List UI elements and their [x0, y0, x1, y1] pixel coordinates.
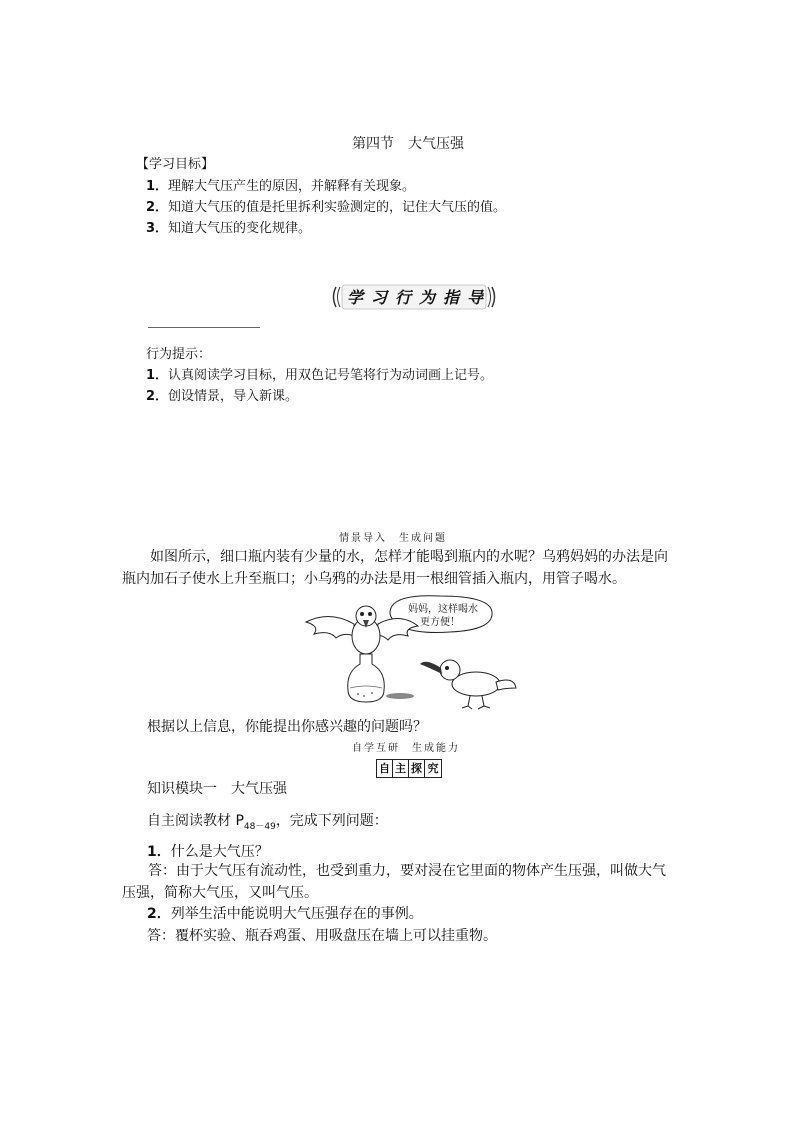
behavior-heading: 行为提示： [146, 347, 212, 362]
section-title: 第四节 大气压强 [352, 136, 464, 152]
banner-char: 指 [442, 288, 460, 307]
question-text: 什么是大气压？ [170, 844, 269, 860]
item-text: 创设情景，导入新课。 [168, 389, 299, 404]
behavior-item [146, 385, 298, 404]
knowledge-module-title: 知识模块一 大气压强 [147, 781, 287, 797]
banner-char: 学 [346, 288, 364, 307]
item-text: 知道大气压的变化规律。 [168, 221, 312, 236]
scene-subtitle: 情景导入 生成问题 [339, 533, 447, 544]
section-banner [330, 284, 498, 310]
question-1 [147, 841, 269, 861]
self-study-subtitle: 自学互研 生成能力 [352, 743, 460, 754]
item-text: 认真阅读学习目标，用双色记号笔将行为动词画上记号。 [168, 368, 494, 383]
answer-2: 答：覆杯实验、瓶吞鸡蛋、用吸盘压在墙上可以挂重物。 [147, 928, 497, 944]
badge-char: 自 [377, 760, 393, 777]
item-number: 3． [146, 221, 169, 236]
banner-char: 为 [418, 288, 436, 307]
item-number: 2． [147, 906, 171, 922]
objective-item [146, 196, 506, 215]
question-text: 列举生活中能说明大气压强存在的事例。 [170, 906, 423, 922]
item-number: 1． [146, 179, 169, 194]
banner-char: 行 [394, 288, 412, 307]
crow-illustration [300, 592, 520, 712]
reading-suffix: ，完成下列问题： [275, 813, 388, 829]
badge-char: 探 [409, 760, 425, 777]
self-explore-badge [376, 759, 442, 778]
badge-char: 究 [427, 762, 439, 775]
item-number: 2． [146, 200, 169, 215]
answer-1: 答：由于大气压有流动性，也受到重力，要对浸在它里面的物体产生压强，叫做大气压强，简称大气压，又叫气压。 [122, 863, 666, 901]
behavior-item [146, 364, 493, 383]
item-text: 知道大气压的值是托里拆利实验测定的，记住大气压的值。 [168, 200, 507, 215]
question-prompt: 根据以上信息，你能提出你感兴趣的问题吗？ [147, 719, 427, 735]
objective-item [146, 217, 311, 236]
objectives-heading: 【学习目标】 [136, 157, 215, 172]
speech-line-1: 妈妈，这样喝水 [408, 604, 478, 615]
objective-item [146, 175, 415, 194]
reading-pages: 48－49 [243, 821, 276, 832]
reading-instruction [147, 810, 388, 832]
scene-paragraph: 如图所示，细口瓶内装有少量的水，怎样才能喝到瓶内的水呢？乌鸦妈妈的办法是向瓶内加石子使水上升至瓶口；小乌鸦的办法是用一根细管插入瓶内，用管子喝水。 [122, 549, 668, 587]
badge-char: 主 [393, 760, 409, 777]
question-2 [147, 903, 423, 923]
speech-line-2: 更方便！ [420, 617, 460, 628]
item-number: 2． [146, 389, 169, 404]
item-text: 理解大气压产生的原因，并解释有关现象。 [168, 179, 416, 194]
reading-prefix: 自主阅读教材 P [147, 813, 244, 829]
banner-char: 习 [370, 288, 388, 307]
item-number: 1． [146, 368, 169, 383]
divider [148, 327, 260, 328]
item-number: 1． [147, 844, 171, 860]
banner-char: 导 [466, 288, 484, 307]
